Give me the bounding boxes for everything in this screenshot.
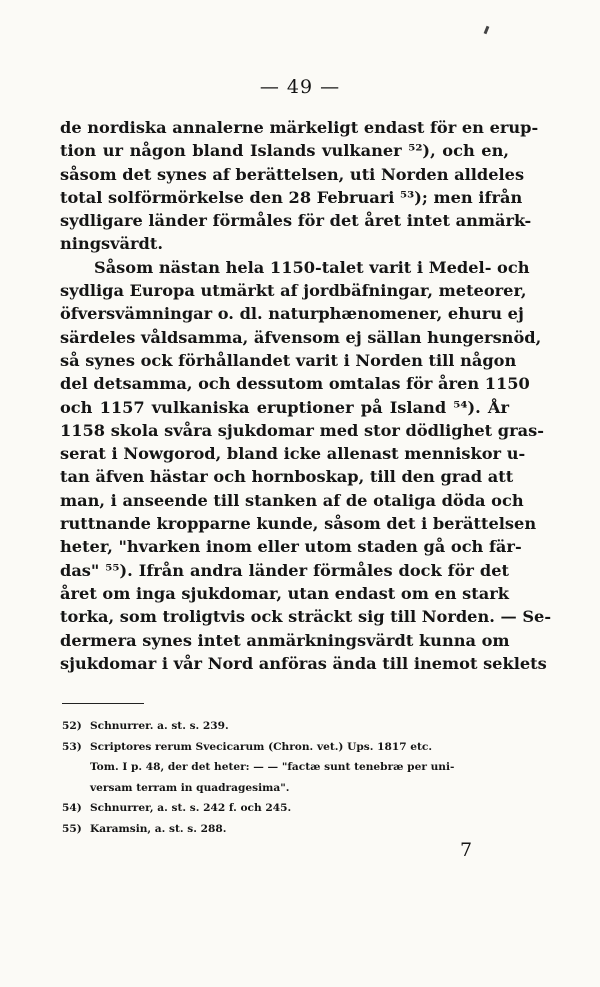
- text-line: del detsamma, och dessutom omtalas för åren 1150: [60, 374, 530, 394]
- text-line: sydliga Europa utmärkt af jordbäfningar, meteorer,: [60, 281, 527, 301]
- text-line: så synes ock förhållandet varit i Norden till någon: [60, 350, 517, 370]
- text-line: serat i Nowgorod, bland icke allenast menniskor u-: [60, 444, 526, 464]
- text-line: dermera synes intet anmärkningsvärdt kunna om: [60, 630, 510, 650]
- text-line: ruttnande kropparne kunde, såsom det i berättelsen: [60, 514, 537, 534]
- text-line: de nordiska annalerne märkeligt endast för en erup-: [60, 118, 539, 137]
- text-line: 1158 skola svåra sjukdomar med stor dödlighet gras-: [60, 420, 544, 440]
- text-line: såsom det synes af berättelsen, uti Norden alldeles: [60, 164, 525, 184]
- footnote-number: 54): [62, 802, 82, 815]
- footnote-text: Schnurrer. a. st. s. 239.: [90, 720, 229, 732]
- footnote-text: Scriptores rerum Svecicarum (Chron. vet.) Ups. 1817 etc.: [90, 740, 433, 753]
- text-line: och 1157 vulkaniska eruptioner på Island ⁵⁴). År: [60, 397, 509, 417]
- main-text: [60, 116, 552, 675]
- footnote-continuation: [62, 778, 508, 799]
- footnote: [62, 737, 508, 758]
- footnote-rule: [62, 703, 144, 704]
- text-line: öfversvämningar o. dl. naturphænomener, ehuru ej: [60, 304, 524, 324]
- footnote-number: 52): [62, 720, 82, 732]
- footnote: [62, 716, 508, 737]
- text-line: tan äfven hästar och hornboskap, till den grad att: [60, 467, 514, 487]
- text-line: sjukdomar i vår Nord anföras ända till inemot seklets: [60, 653, 547, 673]
- signature-mark: 7: [460, 839, 473, 861]
- footnote: [62, 819, 508, 840]
- page-number: — 49 —: [259, 76, 341, 98]
- text-line: särdeles våldsamma, äfvensom ej sällan hungersnöd,: [60, 327, 542, 347]
- text-line: Såsom nästan hela 1150-talet varit i Medel- och: [94, 257, 530, 277]
- text-line: heter, "hvarken inom eller utom staden gå och fär-: [60, 537, 522, 557]
- footnote-text: Tom. I p. 48, der det heter: — — "factæ sunt tenebræ per uni-: [90, 761, 455, 774]
- text-line: tion ur någon bland Islands vulkaner ⁵²), och en,: [60, 141, 509, 161]
- text-line: sydligare länder förmåles för det året intet anmärk-: [60, 211, 532, 231]
- footnote-number: 53): [62, 740, 82, 753]
- text-line: das" ⁵⁵). Ifrån andra länder förmåles dock för det: [60, 560, 509, 580]
- text-line: total solförmörkelse den 28 Februari ⁵³); men ifrån: [60, 187, 523, 207]
- text-line: torka, som troligtvis ock sträckt sig till Norden. — Se-: [60, 607, 552, 627]
- text-line: året om inga sjukdomar, utan endast om en stark: [60, 583, 509, 603]
- text-line: man, i anseende till stanken af de otaliga döda och: [60, 490, 524, 510]
- stray-ink-mark: [484, 26, 490, 35]
- footnote-continuation: [62, 757, 508, 778]
- footnote-text: versam terram in quadragesima".: [90, 781, 290, 794]
- text-line: ningsvärdt.: [60, 234, 163, 254]
- footnote: [62, 798, 508, 819]
- footnote-text: Karamsin, a. st. s. 288.: [90, 822, 227, 835]
- footnote-text: Schnurrer, a. st. s. 242 f. och 245.: [90, 802, 292, 815]
- footnote-number: 55): [62, 822, 82, 835]
- footnotes: [62, 716, 508, 840]
